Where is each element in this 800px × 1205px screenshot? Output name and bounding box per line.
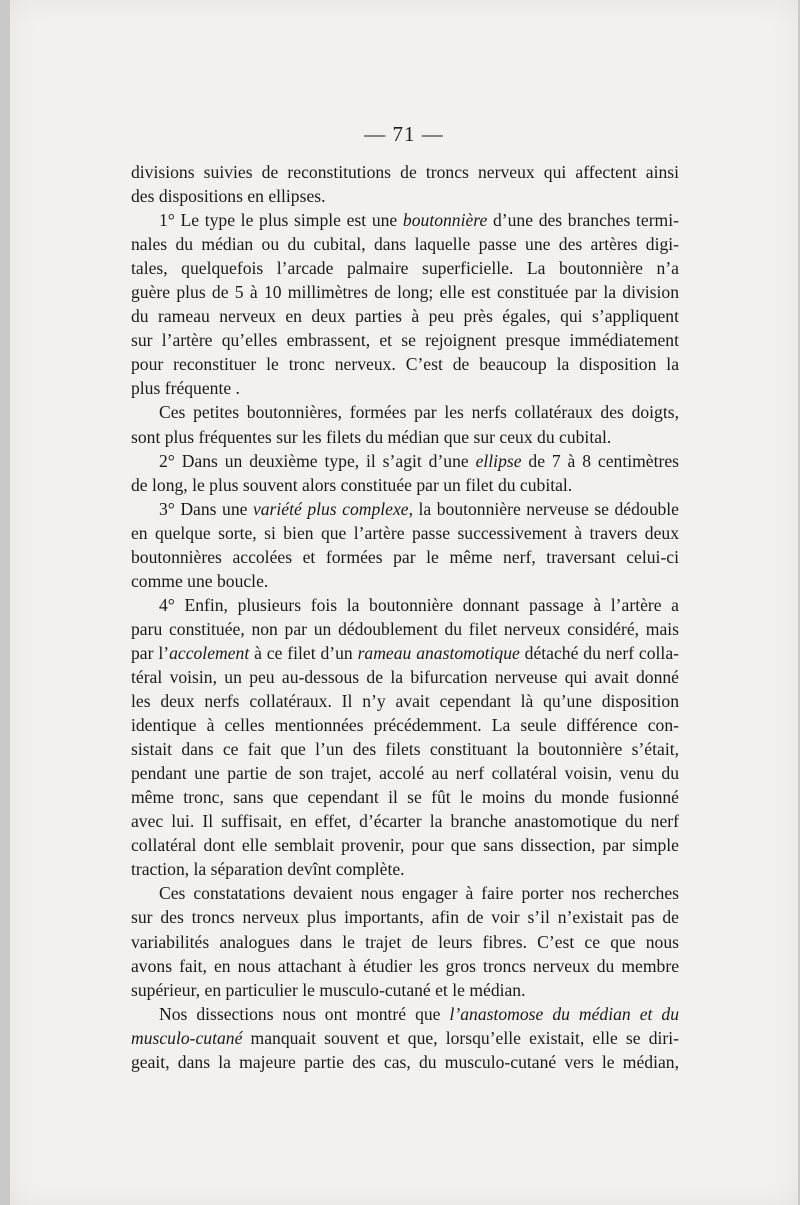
text-run: identique à celles mentionnées précédemment. La seule différence con- bbox=[131, 715, 679, 736]
text-line bbox=[131, 232, 679, 256]
text-run: pour reconstituer le tronc nerveux. C’est de beaucoup la disposition la bbox=[131, 354, 679, 375]
text-run: en quelque sorte, si bien que l’artère passe successivement à travers deux bbox=[131, 522, 679, 543]
text-line bbox=[131, 1002, 679, 1026]
text-line bbox=[131, 713, 679, 737]
text-run: pendant une partie de son trajet, accolé au nerf collatéral voisin, venu du bbox=[131, 763, 679, 784]
text-line bbox=[131, 304, 679, 328]
text-run: sont plus fréquentes sur les filets du médian que sur ceux du cubital. bbox=[131, 426, 612, 447]
text-run: même tronc, sans que cependant il se fût le moins du monde fusionné bbox=[131, 787, 679, 808]
text-line bbox=[131, 328, 679, 352]
text-run: plus fréquente . bbox=[131, 378, 240, 399]
text-run: 2° Dans un deuxième type, il s’agit d’une bbox=[159, 450, 476, 471]
text-line bbox=[131, 425, 679, 449]
text-run: boutonnières accolées et formées par le même nerf, traversant celui-ci bbox=[131, 546, 679, 567]
text-run: avons fait, en nous attachant à étudier les gros troncs nerveux du membre bbox=[131, 955, 679, 976]
text-line bbox=[131, 617, 679, 641]
text-run: nales du médian ou du cubital, dans laquelle passe une des artères digi- bbox=[131, 234, 679, 255]
text-run: geait, dans la majeure partie des cas, du musculo-cutané vers le médian, bbox=[131, 1051, 679, 1072]
text-run: paru constituée, non par un dédoublement du filet nerveux considéré, mais bbox=[131, 618, 679, 639]
text-line bbox=[131, 809, 679, 833]
page-number: — 71 — bbox=[364, 122, 444, 146]
text-line bbox=[131, 569, 679, 593]
text-run: de long, le plus souvent alors constituée par un filet du cubital. bbox=[131, 474, 573, 495]
text-line bbox=[131, 737, 679, 761]
text-line bbox=[131, 280, 679, 304]
text-run: avec lui. Il suffisait, en effet, d’écarter la branche anastomotique du nerf bbox=[131, 811, 679, 832]
text-run: sur des troncs nerveux plus importants, afin de voir s’il n’existait pas de bbox=[131, 907, 679, 928]
text-line bbox=[131, 761, 679, 785]
text-run: manquait souvent et que, lorsqu’elle existait, elle se diri- bbox=[242, 1027, 679, 1048]
text-run: comme une boucle. bbox=[131, 570, 269, 591]
text-line bbox=[131, 184, 679, 208]
text-run: Ces constatations devaient nous engager à faire porter nos recherches bbox=[159, 883, 679, 904]
text-line bbox=[131, 665, 679, 689]
text-line bbox=[131, 641, 679, 665]
text-line bbox=[131, 905, 679, 929]
text-line bbox=[131, 376, 679, 400]
italic-phrase: musculo-cutané bbox=[131, 1027, 243, 1048]
text-line bbox=[131, 545, 679, 569]
text-run: détaché du nerf colla- bbox=[519, 642, 679, 663]
text-run: du rameau nerveux en deux parties à peu près égales, qui s’appliquent bbox=[131, 306, 679, 327]
text-run: variabilités analogues dans le trajet de leurs fibres. C’est ce que nous bbox=[131, 931, 679, 952]
italic-phrase: ellipse bbox=[475, 450, 522, 471]
text-run: téral voisin, un peu au-dessous de la bifurcation nerveuse qui avait donné bbox=[131, 666, 679, 687]
text-line bbox=[131, 1026, 679, 1050]
text-line bbox=[131, 954, 679, 978]
text-run: 1° Le type le plus simple est une bbox=[159, 210, 403, 231]
text-line bbox=[131, 593, 679, 617]
text-run: d’une des branches termi- bbox=[487, 210, 679, 231]
text-run: , la boutonnière nerveuse se dédouble bbox=[408, 498, 679, 519]
text-run: par l’ bbox=[131, 642, 170, 663]
text-run: les deux nerfs collatéraux. Il n’y avait cependant là qu’une disposition bbox=[131, 691, 679, 712]
text-run: Ces petites boutonnières, formées par les nerfs collatéraux des doigts, bbox=[159, 402, 679, 423]
text-line bbox=[131, 930, 679, 954]
text-line bbox=[131, 160, 679, 184]
text-line bbox=[131, 449, 679, 473]
text-run: supérieur, en particulier le musculo-cutané et le médian. bbox=[131, 979, 526, 1000]
text-line bbox=[131, 521, 679, 545]
italic-phrase: l’anastomose du médian et du bbox=[449, 1003, 679, 1024]
text-run: guère plus de 5 à 10 millimètres de long; elle est constituée par la division bbox=[131, 282, 679, 303]
italic-phrase: variété plus complexe bbox=[252, 498, 409, 519]
text-line bbox=[131, 857, 679, 881]
body-text bbox=[131, 160, 679, 1074]
text-run: sistait dans ce fait que l’un des filets constituant la boutonnière s’était, bbox=[131, 739, 679, 760]
text-run: traction, la séparation devînt complète. bbox=[131, 859, 405, 880]
italic-phrase: rameau anastomotique bbox=[357, 642, 520, 663]
text-run: des dispositions en ellipses. bbox=[131, 186, 326, 207]
text-run: Nos dissections nous ont montré que bbox=[159, 1003, 450, 1024]
text-line bbox=[131, 497, 679, 521]
text-line bbox=[131, 473, 679, 497]
text-run: 4° Enfin, plusieurs fois la boutonnière donnant passage à l’artère a bbox=[159, 594, 679, 615]
book-page bbox=[10, 0, 798, 1205]
italic-phrase: boutonnière bbox=[402, 210, 488, 231]
text-line bbox=[131, 881, 679, 905]
text-run: 3° Dans une bbox=[159, 498, 253, 519]
text-run: de 7 à 8 centimètres bbox=[521, 450, 679, 471]
italic-phrase: accolement bbox=[169, 642, 250, 663]
text-line bbox=[131, 978, 679, 1002]
text-line bbox=[131, 689, 679, 713]
text-line bbox=[131, 256, 679, 280]
text-line bbox=[131, 1050, 679, 1074]
text-line bbox=[131, 400, 679, 424]
text-run: sur l’artère qu’elles embrassent, et se rejoignent presque immédiatement bbox=[131, 330, 679, 351]
text-run: divisions suivies de reconstitutions de troncs nerveux qui affectent ainsi bbox=[131, 162, 679, 182]
text-run: collatéral dont elle semblait provenir, pour que sans dissection, par simple bbox=[131, 835, 679, 856]
text-run: à ce filet d’un bbox=[249, 642, 358, 663]
text-line bbox=[131, 352, 679, 376]
text-line bbox=[131, 208, 679, 232]
text-run: tales, quelquefois l’arcade palmaire superficielle. La boutonnière n’a bbox=[131, 258, 679, 279]
text-line bbox=[131, 833, 679, 857]
text-line bbox=[131, 785, 679, 809]
